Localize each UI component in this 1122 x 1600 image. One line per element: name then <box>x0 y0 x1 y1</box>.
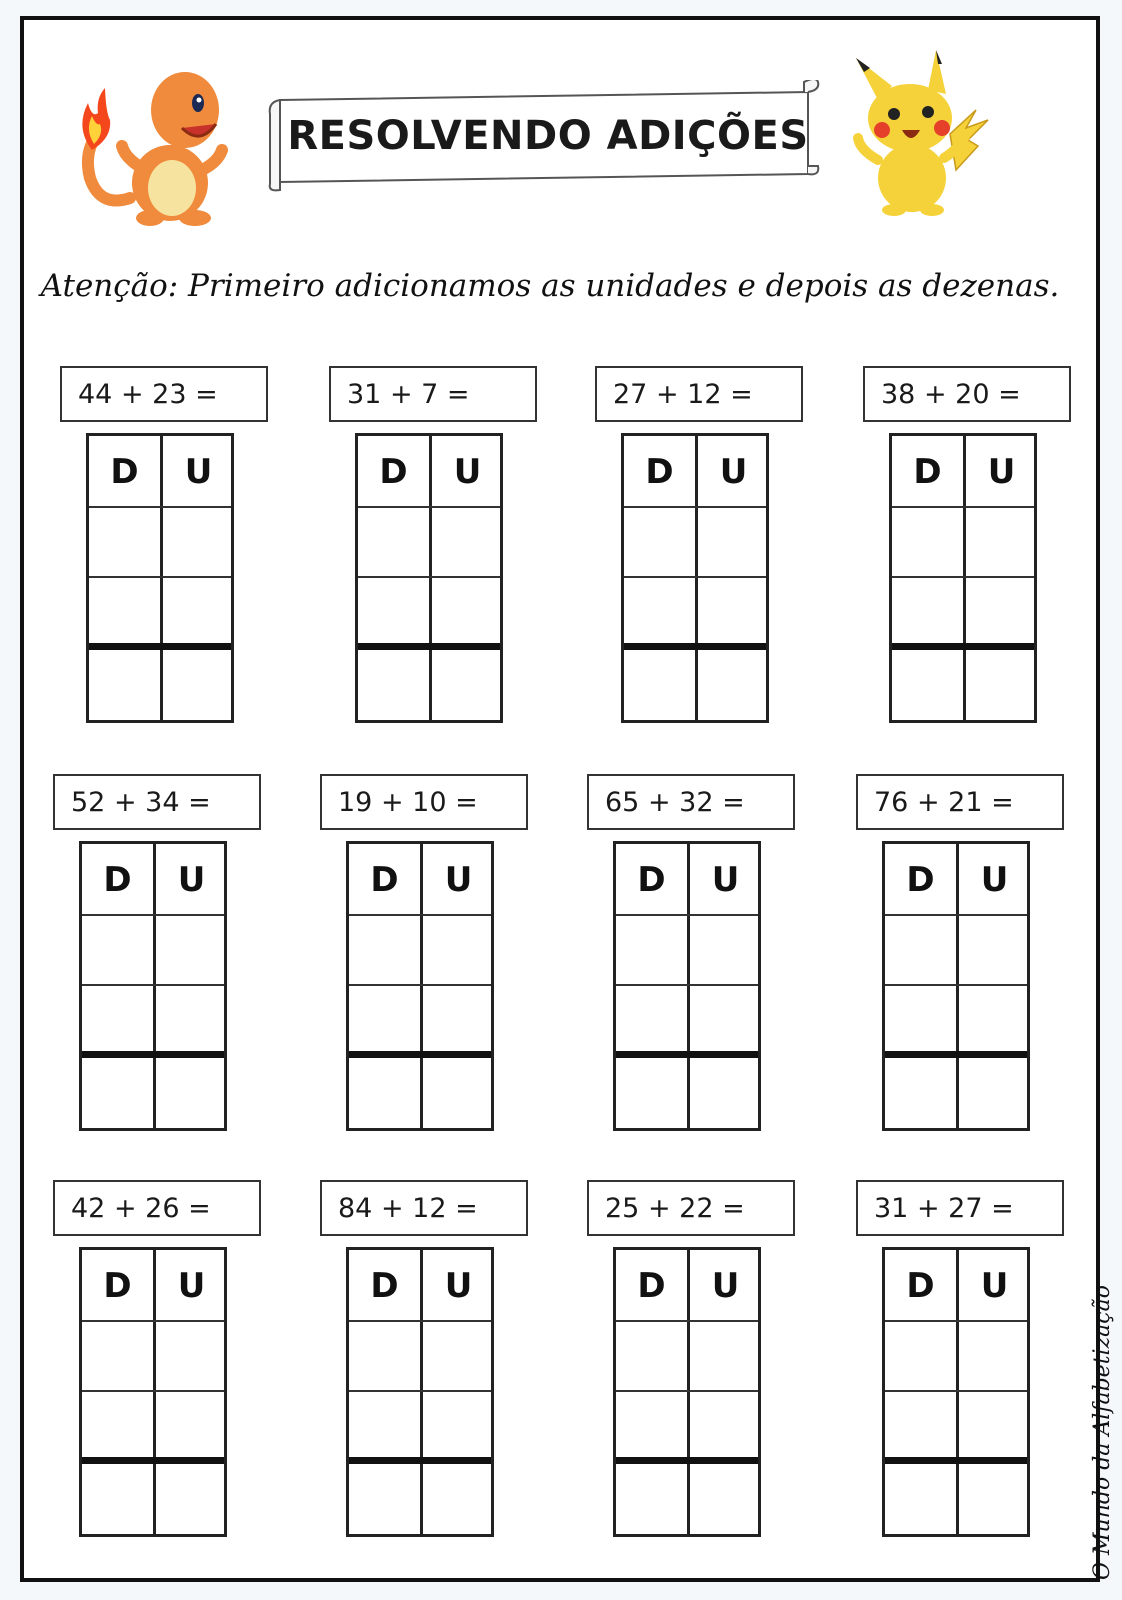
answer-grid[interactable] <box>882 1247 1030 1537</box>
title-banner <box>268 80 828 192</box>
tens-header: D <box>103 1266 132 1306</box>
equation-box: 38 + 20 = <box>863 366 1071 422</box>
equation-box: 44 + 23 = <box>60 366 268 422</box>
credit-text: O Mundo da Alfabetização <box>1090 1285 1115 1580</box>
problem-card <box>320 774 528 1131</box>
charmander-illustration <box>70 58 230 228</box>
tens-header: D <box>370 860 399 900</box>
units-header: U <box>980 860 1009 900</box>
tens-header: D <box>637 1266 666 1306</box>
problem-card <box>856 774 1064 1131</box>
answer-grid[interactable] <box>882 841 1030 1131</box>
equation-box: 65 + 32 = <box>587 774 795 830</box>
problem-card <box>53 1180 261 1537</box>
answer-grid[interactable] <box>346 841 494 1131</box>
units-header: U <box>711 1266 740 1306</box>
page-title: RESOLVENDO ADIÇÕES <box>287 113 809 159</box>
answer-grid[interactable] <box>613 1247 761 1537</box>
units-header: U <box>987 452 1016 492</box>
problem-card <box>595 366 803 723</box>
instruction-text: Atenção: Primeiro adicionamos as unidades e depois as dezenas. <box>40 268 1060 304</box>
units-header: U <box>980 1266 1009 1306</box>
tens-header: D <box>913 452 942 492</box>
problem-card <box>53 774 261 1131</box>
units-header: U <box>444 1266 473 1306</box>
units-header: U <box>177 860 206 900</box>
units-header: U <box>444 860 473 900</box>
equation-box: 27 + 12 = <box>595 366 803 422</box>
equation-box: 84 + 12 = <box>320 1180 528 1236</box>
tens-header: D <box>379 452 408 492</box>
units-header: U <box>177 1266 206 1306</box>
equation-box: 25 + 22 = <box>587 1180 795 1236</box>
equation-box: 31 + 27 = <box>856 1180 1064 1236</box>
pikachu-illustration <box>838 50 998 220</box>
equation-box: 31 + 7 = <box>329 366 537 422</box>
answer-grid[interactable] <box>613 841 761 1131</box>
answer-grid[interactable] <box>355 433 503 723</box>
tens-header: D <box>906 860 935 900</box>
tens-header: D <box>370 1266 399 1306</box>
problem-card <box>863 366 1071 723</box>
problem-card <box>856 1180 1064 1537</box>
answer-grid[interactable] <box>621 433 769 723</box>
answer-grid[interactable] <box>79 1247 227 1537</box>
tens-header: D <box>103 860 132 900</box>
equation-box: 52 + 34 = <box>53 774 261 830</box>
problem-card <box>60 366 268 723</box>
tens-header: D <box>645 452 674 492</box>
equation-box: 42 + 26 = <box>53 1180 261 1236</box>
answer-grid[interactable] <box>346 1247 494 1537</box>
units-header: U <box>711 860 740 900</box>
units-header: U <box>453 452 482 492</box>
units-header: U <box>184 452 213 492</box>
answer-grid[interactable] <box>86 433 234 723</box>
tens-header: D <box>637 860 666 900</box>
equation-box: 19 + 10 = <box>320 774 528 830</box>
problem-card <box>320 1180 528 1537</box>
answer-grid[interactable] <box>889 433 1037 723</box>
answer-grid[interactable] <box>79 841 227 1131</box>
problem-card <box>587 1180 795 1537</box>
tens-header: D <box>906 1266 935 1306</box>
equation-box: 76 + 21 = <box>856 774 1064 830</box>
units-header: U <box>719 452 748 492</box>
tens-header: D <box>110 452 139 492</box>
problem-card <box>587 774 795 1131</box>
problem-card <box>329 366 537 723</box>
